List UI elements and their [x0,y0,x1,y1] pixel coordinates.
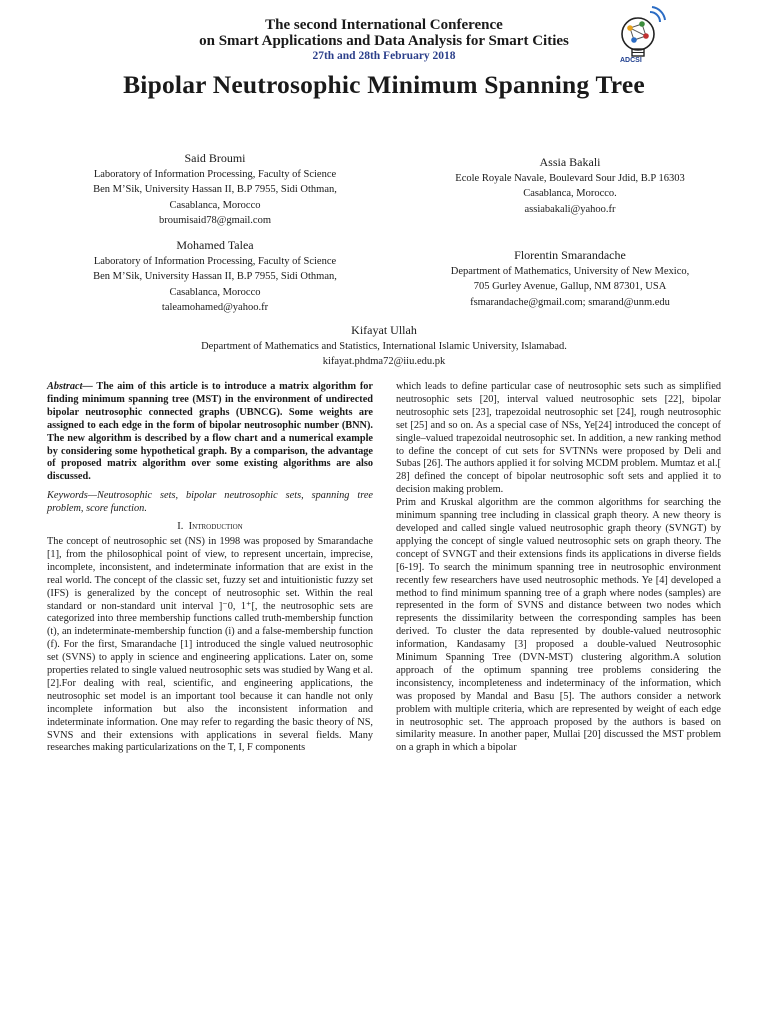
abstract [47,381,373,484]
author-email: broumisaid78@gmail.com [158,214,272,226]
keywords: Keywords—Neutrosophic sets, bipolar neutrosophic sets, spanning tree problem, score function. [47,490,373,515]
author-affiliation-line: Laboratory of Information Processing, Faculty of Science [93,256,337,267]
author-affiliation-line: Ecole Royale Navale, Boulevard Sour Jdid, B.P 16303 [455,173,685,184]
author-affiliation-line: Casablanca, Morocco. [523,188,617,200]
conference-title-line2: on Smart Applications and Data Analysis for Smart Cities [199,33,569,49]
author-email: taleamohamed@yahoo.fr [161,301,269,313]
abstract-label: Abstract— [47,381,93,392]
intro-paragraph: The concept of neutrosophic set (NS) in 1998 was proposed by Smarandache [1], from the philosophical point of view, to represent uncertain, imprecise, incomplete, inconsistent, and indeterminate information that are exist in the real world. The concept of the classic set, fuzzy set and intuitionistic fuzzy set (IFS) is generalized by the concept of neutrosophic set. Within the real standard or non-standard unit interval ]⁻0, 1⁺[, the neutrosophic sets are categorized into three membership functions called truth-membership function (t), an indeterminate-membership function (i) and a false-membership function (f). For the first, Smarandache [1] introduced the single valued neutrosophic set (SVNS) to apply in science and engineering applications. Later on, some properties related to single valued neutrosophic sets was studied by Wang et al.[2].For dealing with real, scientific, and engineering applications, the neutrosophic set model is an important tool because it can handle not only incomplete information but also the inconsistent information and indeterminate information. One may refer to regarding the basic theory of NS, SVNS and their extensions with applications in several fields. Many researches making particularizations on the T, I, F components [47,535,373,754]
conference-dates: 27th and 28th February 2018 [312,50,456,62]
conference-title-line1: The second International Conference [265,17,503,33]
section-heading-introduction [47,521,373,534]
author-affiliation-line: Casablanca, Morocco [169,286,261,298]
author-email: fsmarandache@gmail.com; smarand@unm.edu [470,296,670,308]
author-name: Kifayat Ullah [351,323,417,337]
author-affiliation-line: Laboratory of Information Processing, Faculty of Science [93,169,337,180]
author-affiliation-line: Ben M’Sik, University Hassan II, B.P 7955, Sidi Othman, [93,271,337,283]
author-block-talea [40,237,390,315]
author-affiliation-line: Ben M’Sik, University Hassan II, B.P 7955, Sidi Othman, [93,184,337,196]
right-paragraph-2: Prim and Kruskal algorithm are the common algorithms for searching the minimum spanning tree including in classical graph theory. A new theory is developed and called single valued neutrosophic graph theory (SVNGT) by applying the concept of single valued neutrosophic sets on graph theory. The concept of SVNGT and their extensions finds its applications in diverse fields [6-19]. To search the minimum spanning tree in neutrosophic environment recently few researchers have used neutrosophic methods. Ye [4] developed a method to find minimum spanning tree of a graph where nodes (samples) are represented in the form of SVNS and distance between two nodes which represents the dissimilarity between the corresponding samples has been derived. To cluster the data represented by double-valued neutrosophic information, Kandasamy [3] proposed a double-valued Neutrosophic Minimum Spanning Tree (DVN-MST) clustering algorithm.A solution approach of the optimum spanning tree problems considering the inconsistency, incompleteness and indeterminacy of the information, which was proposed by Mandal and Basu [5]. The authors consider a network problem with multiple criteria, which are represented by weight of each edge in neutrosophic set. The approach proposed by the authors is based on similarity measure. In another paper, Mullai [20] discussed the MST problem on a graph in which a bipolar [396,497,721,754]
author-block-broumi [40,150,390,228]
author-name: Said Broumi [184,151,246,165]
conference-logo-text: ADCSI [620,57,642,64]
author-email: assiabakali@yahoo.fr [524,203,616,215]
author-block-bakali [395,154,745,217]
author-affiliation-line: Casablanca, Morocco [169,199,261,211]
author-name: Assia Bakali [539,155,601,169]
paper-title: Bipolar Neutrosophic Minimum Spanning Tree [123,70,645,99]
author-block-ullah [40,322,728,370]
author-affiliation-line: Department of Mathematics and Statistics, International Islamic University, Islamabad. [201,341,567,352]
author-name: Mohamed Talea [176,238,254,252]
abstract-text: The aim of this article is to introduce a matrix algorithm for finding minimum spanning tree (MST) in the environment of undirected bipolar neutrosophic connected graphs (UBNCG). Some weights are assigned to each edge in the form of bipolar neutrosophic number (BNN). The new algorithm is described by a flow chart and a numerical example by considering some hypothetical graph. By a comparison, the advantage of proposed matrix algorithm over some existing algorithms are also discussed. [47,381,373,483]
left-column [47,381,373,755]
section-number: I. [177,521,184,533]
author-affiliation-line: 705 Gurley Avenue, Gallup, NM 87301, USA [473,281,667,293]
right-paragraph-1: which leads to define particular case of neutrosophic sets such as simplified neutrosophic sets [20], interval valued neutrosophic sets [22], bipolar neutrosophic sets [23], trapezoidal neutrosophic set [24], rough neutrosophic set [25] and so on. As a special case of NSs, Ye[24] introduced the concept of single–valued trapezoidal neutrosophic set. In addition, a new ranking method to define the concept of cut sets for SVTNNs were proposed by Deli and Subas [26]. The authors applied it for solving MCDM problem. Mumtaz et al.[ 28] defined the concept of bipolar neutrosophic soft sets and applied it to decision making problem. [396,381,721,496]
author-email: kifayat.phdma72@iiu.edu.pk [322,356,446,368]
author-name: Florentin Smarandache [514,248,626,262]
author-affiliation-line: Department of Mathematics, University of New Mexico, [450,266,690,277]
section-title: Introduction [188,521,243,533]
author-block-smarandache [395,247,745,310]
right-column [396,381,721,755]
